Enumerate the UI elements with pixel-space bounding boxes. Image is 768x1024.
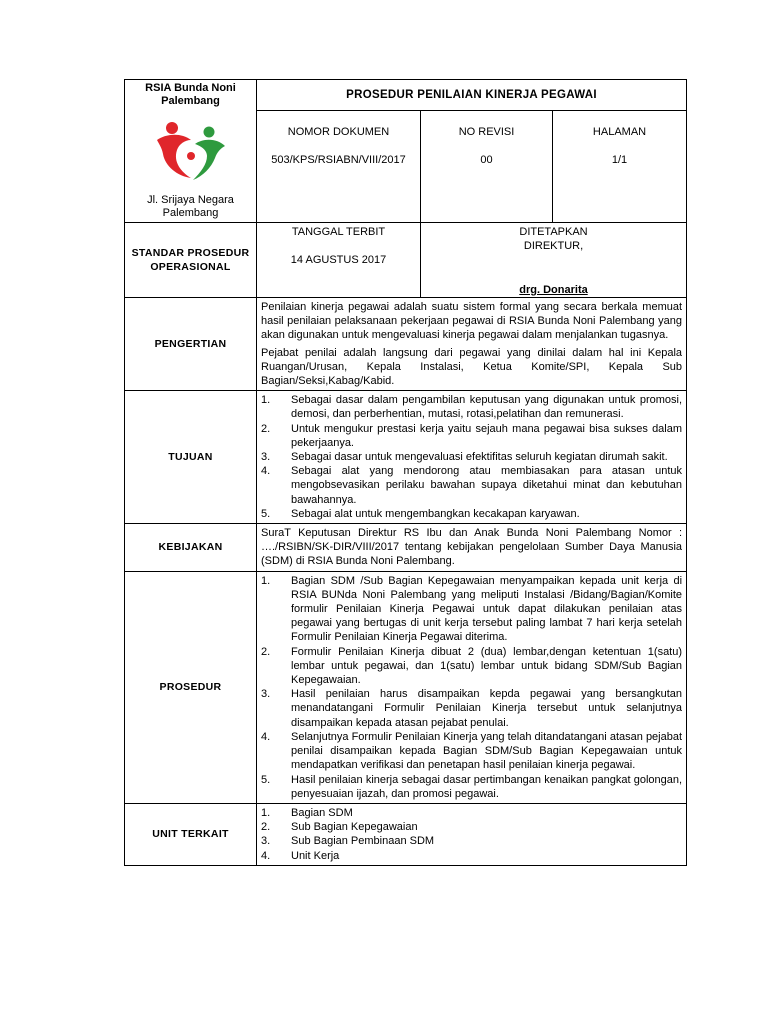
tanggal-terbit-label: TANGGAL TERBIT xyxy=(291,226,386,238)
unit-terkait-content xyxy=(257,803,687,865)
item-text: Bagian SDM xyxy=(291,806,353,819)
tujuan-content xyxy=(257,391,687,524)
tanggal-terbit-cell xyxy=(257,223,421,298)
prosedur-label: PROSEDUR xyxy=(125,571,257,803)
item-number: 3. xyxy=(261,688,271,701)
signatory-name: drg. Donarita xyxy=(519,283,588,296)
nomor-dokumen-value: 503/KPS/RSIABN/VIII/2017 xyxy=(271,154,406,167)
item-text: Sebagai dasar dalam pengambilan keputusan yang digunakan untuk promosi, demosi, dan perberhentian, mutasi, rotasi,pelatihan dan remunerasi. xyxy=(291,394,683,421)
tanggal-terbit-value: 14 AGUSTUS 2017 xyxy=(290,254,387,267)
item-text: Unit Kerja xyxy=(291,849,340,862)
halaman-cell xyxy=(553,111,687,223)
unit-terkait-label: UNIT TERKAIT xyxy=(125,803,257,865)
nomor-dokumen-label: NOMOR DOKUMEN xyxy=(287,126,390,139)
list-item xyxy=(261,393,682,421)
item-number: 4. xyxy=(261,849,271,862)
list-item xyxy=(261,645,682,688)
hospital-name: RSIA Bunda Noni Palembang xyxy=(145,82,236,107)
list-item xyxy=(261,422,682,450)
sop-document xyxy=(124,79,686,866)
item-text: Untuk mengukur prestasi kerja yaitu sejauh mana pegawai bisa sukses dalam pekerjaanya. xyxy=(291,422,683,449)
list-item xyxy=(261,450,682,464)
halaman-value: 1/1 xyxy=(611,154,628,167)
prosedur-content xyxy=(257,571,687,803)
nomor-dokumen-cell xyxy=(257,111,421,223)
hospital-logo-icon xyxy=(151,118,231,186)
list-item xyxy=(261,834,682,848)
kebijakan-text: SuraT Keputusan Direktur RS Ibu dan Anak Bunda Noni Palembang Nomor : …./RSIBN/SK-DIR/VIII/2017 tentang kebijakan pengelolaan Sumber Daya Manusia (SDM) di RSIA Bunda Noni Palembang. xyxy=(261,527,683,568)
item-text: Sebagai alat untuk mengembangkan kecakapan karyawan. xyxy=(291,507,580,520)
pengertian-label: PENGERTIAN xyxy=(125,298,257,391)
list-item xyxy=(261,773,682,801)
item-text: Selanjutnya Formulir Penilaian Kinerja yang telah ditandatangani atasan pejabat penilai disampaikan kepada Bagian SDM/Sub Bagian Kepegawaian untuk mendapatkan verifikasi dan penetapan hasil penilaian kinerja pegawai. xyxy=(291,730,683,772)
item-text: Formulir Penilaian Kinerja dibuat 2 (dua) lembar,dengan ketentuan 1(satu) lembar untuk pegawai, dan 1(satu) lembar untuk bidang SDM/Sub Bagian Kepegawaian. xyxy=(291,645,683,687)
item-number: 2. xyxy=(261,645,271,658)
item-text: Hasil penilaian harus disampaikan kepda pegawai yang bersangkutan menandatangani Formulir Penilaian Kinerja tersebut untuk selanjutnya disampaikan kepada atasan pejabat penulai. xyxy=(291,688,683,729)
item-number: 1. xyxy=(261,806,271,819)
item-number: 4. xyxy=(261,465,271,478)
kebijakan-content xyxy=(257,524,687,572)
hospital-identity-cell xyxy=(125,80,257,223)
item-text: Bagian SDM /Sub Bagian Kepegawaian menyampaikan kepada unit kerja di RSIA BUNda Noni Palembang yang meliputi Instalasi /Bidang/Bagian/Komite formulir Penilaian Kinerja Pegawai untuk dapat dilakukan penilaian atas pegawai yang bertugas di unit kerja tersebut paling lambat 7 hari kerja setelah Formulir Penilaian Kinerja Pegawai diterima. xyxy=(291,574,683,644)
ditetapkan-cell xyxy=(421,223,687,298)
no-revisi-value: 00 xyxy=(480,154,493,167)
item-number: 3. xyxy=(261,451,271,464)
list-item xyxy=(261,574,682,645)
item-number: 5. xyxy=(261,507,271,520)
list-item xyxy=(261,730,682,773)
ditetapkan-label: DITETAPKAN xyxy=(519,226,588,238)
tujuan-label: TUJUAN xyxy=(125,391,257,524)
item-number: 4. xyxy=(261,730,271,743)
item-number: 2. xyxy=(261,821,271,834)
item-number: 1. xyxy=(261,574,271,587)
sop-label: STANDAR PROSEDUR OPERASIONAL xyxy=(125,223,257,298)
item-number: 3. xyxy=(261,835,271,848)
item-number: 1. xyxy=(261,394,271,407)
kebijakan-label: KEBIJAKAN xyxy=(125,524,257,572)
item-number: 5. xyxy=(261,773,271,786)
list-item xyxy=(261,820,682,834)
list-item xyxy=(261,464,682,507)
item-text: Sebagai alat yang mendorong atau membiasakan para atasan untuk mengobsevasikan perilaku bawahan supaya diketahui minat dan kebutuhan bawahannya. xyxy=(291,465,683,506)
document-title: PROSEDUR PENILAIAN KINERJA PEGAWAI xyxy=(257,80,687,111)
list-item xyxy=(261,507,682,521)
direktur-label: DIREKTUR, xyxy=(523,240,584,253)
no-revisi-cell xyxy=(421,111,553,223)
sop-table xyxy=(124,79,687,866)
hospital-address: Jl. Srijaya Negara Palembang xyxy=(147,194,234,219)
prosedur-list xyxy=(261,574,682,801)
list-item xyxy=(261,806,682,820)
pengertian-content xyxy=(257,298,687,391)
item-text: Sub Bagian Kepegawaian xyxy=(291,821,418,834)
pengertian-paragraph: Pejabat penilai adalah langsung dari pegawai yang dinilai dalam hal ini Kepala Ruangan/Urusan, Kepala Instalasi, Ketua Komite/SPI, Kepala Sub Bagian/Seksi,Kabag/Kabid. xyxy=(261,346,683,388)
item-text: Hasil penilaian kinerja sebagai dasar pertimbangan kenaikan pangkat golongan, penyesuaian ijazah, dan promosi pegawai. xyxy=(291,773,683,800)
list-item xyxy=(261,849,682,863)
item-text: Sub Bagian Pembinaan SDM xyxy=(291,835,435,848)
pengertian-paragraph: Penilaian kinerja pegawai adalah suatu sistem formal yang secara berkala memuat hasil penilaian pelaksanaan pekerjaan pegawai di RSIA Bunda Noni Palembang yang akan digunakan untuk mengevaluasi kinerja pegawai dalam menjalankan tugasnya. xyxy=(261,301,683,342)
item-number: 2. xyxy=(261,422,271,435)
unit-terkait-list xyxy=(261,806,682,863)
tujuan-list xyxy=(261,393,682,521)
no-revisi-label: NO REVISI xyxy=(458,126,515,139)
item-text: Sebagai dasar untuk mengevaluasi efektifitas seluruh kegiatan dirumah sakit. xyxy=(291,451,668,464)
list-item xyxy=(261,687,682,730)
halaman-label: HALAMAN xyxy=(592,126,647,139)
